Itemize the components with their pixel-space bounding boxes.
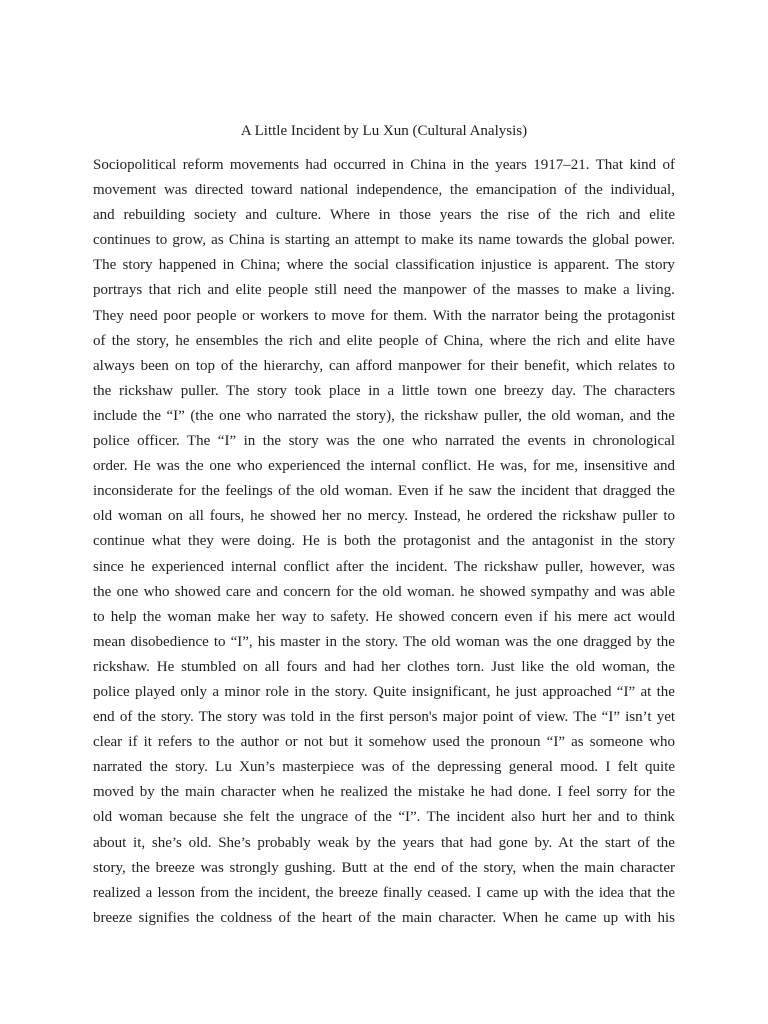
body-line: about it, she’s old. She’s probably weak by the years that had gone by. At the start of the — [93, 834, 675, 851]
body-line: realized a lesson from the incident, the breeze finally ceased. I came up with the idea that the — [93, 884, 675, 901]
body-line: the one who showed care and concern for the old woman. he showed sympathy and was able — [93, 583, 675, 600]
document-body — [93, 153, 675, 931]
body-line: breeze signifies the coldness of the heart of the main character. When he came up with his — [93, 909, 675, 926]
body-line: continues to grow, as China is starting an attempt to make its name towards the global power. — [93, 232, 675, 249]
body-line: since he experienced internal conflict after the incident. The rickshaw puller, however, was — [93, 558, 675, 575]
body-line: police played only a minor role in the story. Quite insignificant, he just approached “I” at the — [93, 683, 675, 700]
body-line: old woman because she felt the ungrace of the “I”. The incident also hurt her and to think — [93, 809, 675, 826]
body-line: and rebuilding society and culture. Where in those years the rise of the rich and elite — [93, 207, 675, 224]
body-line: end of the story. The story was told in the first person's major point of view. The “I” isn’t yet — [93, 709, 675, 726]
body-line: Sociopolitical reform movements had occurred in China in the years 1917–21. That kind of — [93, 157, 675, 173]
body-line: continue what they were doing. He is both the protagonist and the antagonist in the story — [93, 533, 675, 550]
body-line: of the story, he ensembles the rich and elite people of China, where the rich and elite have — [93, 332, 675, 349]
document-title: A Little Incident by Lu Xun (Cultural Analysis) — [240, 123, 528, 139]
body-line: The story happened in China; where the social classification injustice is apparent. The story — [93, 257, 675, 274]
body-line: narrated the story. Lu Xun’s masterpiece was of the depressing general mood. I felt quite — [93, 759, 675, 776]
body-line: to help the woman make her way to safety. He showed concern even if his mere act would — [93, 608, 675, 625]
body-line: old woman on all fours, he showed her no mercy. Instead, he ordered the rickshaw puller to — [93, 508, 675, 525]
body-line: inconsiderate for the feelings of the old woman. Even if he saw the incident that dragged the — [93, 483, 675, 500]
body-line: They need poor people or workers to move for them. With the narrator being the protagonist — [93, 307, 675, 324]
body-line: include the “I” (the one who narrated the story), the rickshaw puller, the old woman, and the — [93, 407, 675, 424]
body-line: story, the breeze was strongly gushing. Butt at the end of the story, when the main character — [93, 859, 675, 876]
body-line: always been on top of the hierarchy, can afford manpower for their benefit, which relates to — [93, 357, 675, 374]
body-line: moved by the main character when he realized the mistake he had done. I feel sorry for the — [93, 784, 675, 801]
body-line: mean disobedience to “I”, his master in the story. The old woman was the one dragged by the — [93, 633, 675, 650]
body-line: order. He was the one who experienced the internal conflict. He was, for me, insensitive and — [93, 458, 675, 475]
body-line: rickshaw. He stumbled on all fours and had her clothes torn. Just like the old woman, the — [93, 658, 675, 675]
body-line: movement was directed toward national independence, the emancipation of the individual, — [93, 182, 675, 199]
body-line: clear if it refers to the author or not but it somehow used the pronoun “I” as someone who — [93, 734, 675, 751]
body-line: the rickshaw puller. The story took place in a little town one breezy day. The characters — [93, 382, 675, 399]
body-line: portrays that rich and elite people still need the manpower of the masses to make a living. — [93, 282, 675, 299]
body-line: police officer. The “I” in the story was the one who narrated the events in chronological — [93, 433, 675, 450]
